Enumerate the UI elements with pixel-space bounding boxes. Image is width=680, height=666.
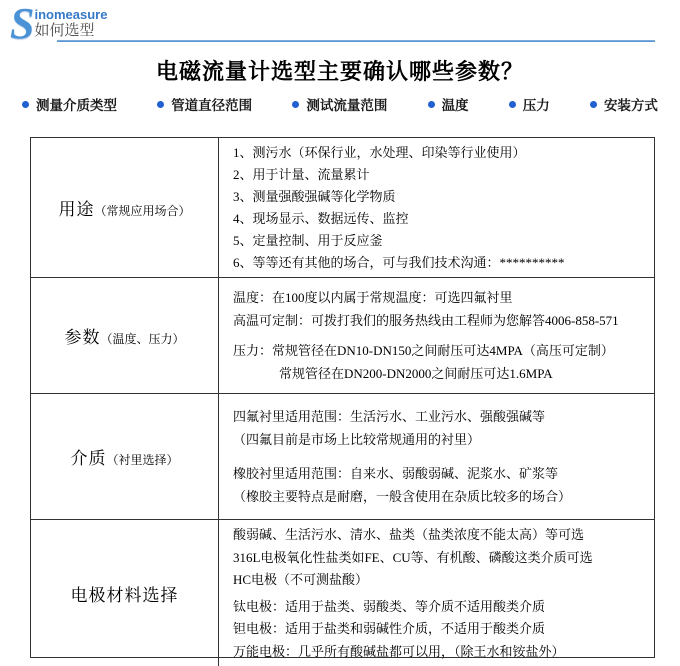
content-line: 6、等等还有其他的场合，可与我们技术沟通：********** xyxy=(233,254,565,270)
row-header-title: 参数 xyxy=(64,328,101,347)
parameter-bullets xyxy=(22,94,658,114)
row-content-usage xyxy=(219,138,654,277)
header-divider xyxy=(57,40,655,42)
content-line: 常规管径在DN200-DN2000之间耐压可达1.6MPA xyxy=(279,366,553,381)
content-line: 压力：常规管径在DN10-DN150之间耐压可达4MPA（高压可定制） xyxy=(233,343,614,358)
row-header-electrode xyxy=(31,520,219,666)
content-line: （四氟目前是市场上比较常规通用的衬里） xyxy=(233,432,481,447)
bullet-label: 安装方式 xyxy=(603,98,658,113)
bullet-label: 管道直径范围 xyxy=(171,98,253,113)
content-line: 4、现场显示、数据远传、监控 xyxy=(233,210,409,226)
bullet-item-pipe-diameter xyxy=(157,94,252,114)
content-line: 5、定量控制、用于反应釜 xyxy=(233,232,383,248)
brand-name: inomeasure xyxy=(34,7,108,22)
row-content-medium xyxy=(219,394,654,519)
row-header-note: （温度、压力） xyxy=(100,332,185,346)
bullet-dot-icon xyxy=(428,101,435,108)
header xyxy=(0,0,680,48)
bullet-label: 测量介质类型 xyxy=(36,98,117,113)
row-header-note: （常规应用场合） xyxy=(94,204,191,218)
bullet-label: 压力 xyxy=(522,98,550,113)
bullet-label: 测试流量范围 xyxy=(306,98,388,113)
logo-s-mark: S xyxy=(10,0,33,48)
content-line: 3、测量强酸强碱等化学物质 xyxy=(233,188,396,204)
row-header-title: 电极材料选择 xyxy=(70,586,179,605)
bullet-item-installation xyxy=(590,94,658,114)
logo-text xyxy=(34,8,107,40)
bullet-dot-icon xyxy=(292,101,299,108)
row-header-parameters xyxy=(31,278,219,393)
table-row-usage xyxy=(31,138,654,278)
table-row-electrode xyxy=(31,520,654,666)
content-line: 2、用于计量、流量累计 xyxy=(233,166,370,182)
bullet-dot-icon xyxy=(590,101,597,108)
content-line: 钛电极：适用于盐类、弱酸类、等介质不适用酸类介质 xyxy=(233,598,546,614)
logo xyxy=(10,0,108,48)
row-header-title: 介质 xyxy=(70,449,107,468)
table-row-parameters xyxy=(31,278,654,394)
row-header-title: 用途 xyxy=(58,200,95,219)
row-header-medium xyxy=(31,394,219,519)
content-line: 1、测污水（环保行业，水处理、印染等行业使用） xyxy=(233,144,526,160)
page-title: 电磁流量计选型主要确认哪些参数？ xyxy=(155,59,524,84)
bullet-dot-icon xyxy=(157,101,164,108)
content-line: 温度：在100度以内属于常规温度：可选四氟衬里 xyxy=(233,290,513,305)
selection-table xyxy=(30,137,655,658)
table-row-medium xyxy=(31,394,654,520)
bullet-item-pressure xyxy=(509,94,550,114)
row-content-electrode xyxy=(219,520,654,666)
content-line: 钽电极：适用于盐类和弱碱性介质，不适用于酸类介质 xyxy=(233,621,546,636)
bullet-label: 温度 xyxy=(441,98,469,113)
bullet-item-medium-type xyxy=(22,94,117,114)
bullet-item-temperature xyxy=(428,94,469,114)
content-line: HC电极（不可测盐酸） xyxy=(233,572,369,587)
content-line: 316L电极氧化性盐类如FE、CU等、有机酸、磷酸这类介质可选 xyxy=(233,549,593,565)
content-line: 酸弱碱、生活污水、清水、盐类（盐类浓度不能太高）等可选 xyxy=(233,527,585,542)
bullet-dot-icon xyxy=(509,101,516,108)
content-line: 四氟衬里适用范围：生活污水、工业污水、强酸强碱等 xyxy=(233,409,546,424)
row-header-usage xyxy=(31,138,219,277)
content-line: （橡胶主要特点是耐磨，一般含使用在杂质比较多的场合） xyxy=(233,489,572,504)
content-line: 万能电极：几乎所有酸碱盐都可以用，（除王水和铵盐外） xyxy=(233,643,565,659)
row-content-parameters xyxy=(219,278,654,393)
row-header-note: （衬里选择） xyxy=(106,453,179,467)
content-line: 高温可定制：可拨打我们的服务热线由工程师为您解答4006-858-571 xyxy=(233,313,619,328)
bullet-item-flow-range xyxy=(292,94,387,114)
bullet-dot-icon xyxy=(22,101,29,108)
content-line: 橡胶衬里适用范围：自来水、弱酸弱碱、泥浆水、矿浆等 xyxy=(233,466,559,481)
logo-tagline: 如何选型 xyxy=(34,22,95,39)
